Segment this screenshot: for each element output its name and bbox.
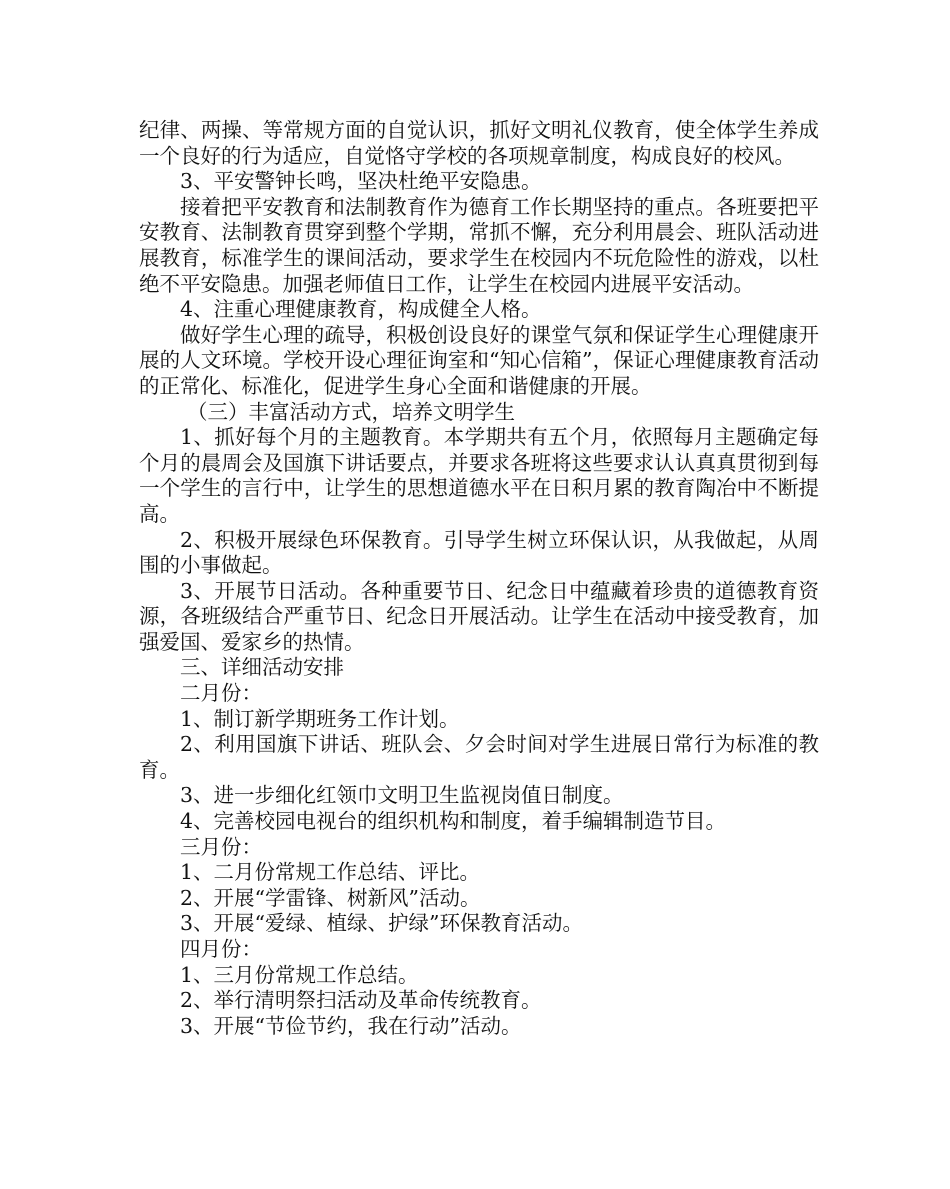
section-heading-schedule: 三、详细活动安排 <box>180 655 344 680</box>
paragraph-discipline-continuation: 纪律、两操、等常规方面的自觉认识，抓好文明礼仪教育，使全体学生养成一个良好的行为适应，自觉恪守学校的各项规章制度，构成良好的校风。 <box>139 118 819 168</box>
document-body <box>139 118 819 1039</box>
month-heading-march: 三月份： <box>180 834 262 859</box>
list-item: 1、二月份常规工作总结、评比。 <box>180 860 481 885</box>
month-heading-april: 四月份： <box>180 937 262 961</box>
list-item: 1、制订新学期班务工作计划。 <box>180 706 460 731</box>
list-item: 2、举行清明祭扫活动及革命传统教育。 <box>180 988 542 1013</box>
list-item: 4、完善校园电视台的组织机构和制度，着手编辑制造节目。 <box>180 809 727 834</box>
section-heading-activities: （三）丰富活动方式，培养文明学生 <box>187 399 515 424</box>
list-item: 1、三月份常规工作总结。 <box>180 962 419 987</box>
list-item: 3、进一步细化红领巾文明卫生监视岗值日制度。 <box>180 783 624 808</box>
paragraph-mental-health-body: 做好学生心理的疏导，积极创设良好的课堂气氛和保证学生心理健康开展的人文环境。学校开设心理征询室和“知心信箱”，保证心理健康教育活动的正常化、标准化，促进学生身心全面和谐健康的开展。 <box>139 322 819 398</box>
list-item: 3、开展“爱绿、植绿、护绿”环保教育活动。 <box>180 911 584 936</box>
list-item: 2、利用国旗下讲话、班队会、夕会时间对学生进展日常行为标准的教育。 <box>139 732 819 782</box>
paragraph-festival-activities: 3、开展节日活动。各种重要节日、纪念日中蕴藏着珍贵的道德教育资源，各班级结合严重节日、纪念日开展活动。让学生在活动中接受教育，加强爱国、爱家乡的热情。 <box>139 578 819 654</box>
paragraph-safety-heading: 3、平安警钟长鸣，坚决杜绝平安隐患。 <box>180 169 542 194</box>
paragraph-mental-health-heading: 4、注重心理健康教育，构成健全人格。 <box>180 297 542 322</box>
paragraph-green-education: 2、积极开展绿色环保教育。引导学生树立环保认识，从我做起，从周围的小事做起。 <box>139 527 819 578</box>
paragraph-monthly-theme: 1、抓好每个月的主题教育。本学期共有五个月，依照每月主题确定每个月的晨周会及国旗下讲话要点，并要求各班将这些要求认认真真贯彻到每一个学生的言行中，让学生的思想道德水平在日积月累的教育陶冶中不断提高。 <box>139 425 819 526</box>
list-item: 2、开展“学雷锋、树新风”活动。 <box>180 885 481 910</box>
paragraph-safety-body: 接着把平安教育和法制教育作为德育工作长期坚持的重点。各班要把平安教育、法制教育贯穿到整个学期，常抓不懈，充分利用晨会、班队活动进展教育，标准学生的课间活动，要求学生在校园内不玩危险性的游戏，以杜绝不平安隐患。加强老师值日工作，让学生在校园内进展平安活动。 <box>139 194 819 296</box>
list-item: 3、开展“节俭节约，我在行动”活动。 <box>180 1013 522 1038</box>
month-heading-february: 二月份： <box>180 681 262 706</box>
